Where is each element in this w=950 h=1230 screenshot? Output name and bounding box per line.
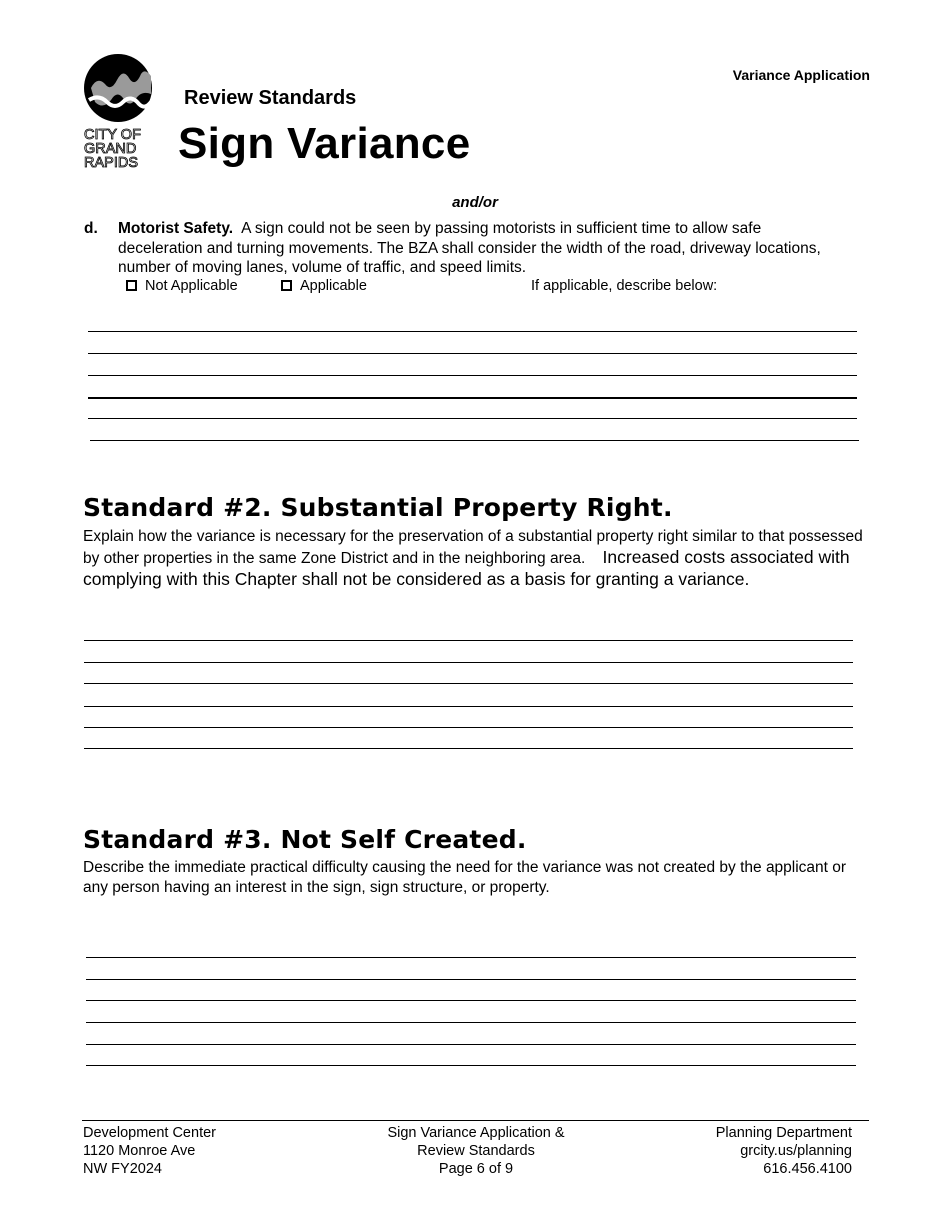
not-applicable-option[interactable] — [126, 278, 281, 294]
option-label: Not Applicable — [145, 278, 238, 294]
standard-2-title: Standard #2. Substantial Property Right. — [83, 493, 673, 522]
standard-3-description: Describe the immediate practical difficulty causing the need for the variance was not created by the applicant or any person having an interest in the sign, sign structure, or property. — [83, 859, 847, 896]
applicable-option[interactable] — [281, 278, 531, 294]
standard-3-title: Standard #3. Not Self Created. — [83, 825, 527, 854]
answer-line[interactable] — [84, 748, 853, 749]
logo-text-line-2: GRAND — [84, 141, 137, 157]
answer-line[interactable] — [84, 640, 853, 641]
option-label: Applicable — [300, 278, 367, 294]
footer-left-line: Development Center — [83, 1125, 216, 1141]
answer-line[interactable] — [88, 331, 857, 332]
footer-center-line: Sign Variance Application & — [387, 1125, 565, 1141]
answer-line[interactable] — [86, 957, 856, 958]
item-text: A sign could not be seen by passing motorists in sufficient time to allow safe deceleration and turning movements. The BZA shall consider the width of the road, driveway locations, number of moving lanes, volume of traffic, and speed limits. — [118, 220, 821, 276]
answer-line[interactable] — [88, 397, 857, 399]
describe-prompt: If applicable, describe below: — [531, 278, 718, 294]
footer-right-link[interactable]: grcity.us/planning — [740, 1143, 852, 1159]
answer-line[interactable] — [84, 706, 853, 707]
item-letter: d. — [84, 220, 98, 237]
footer-left-line: NW FY2024 — [83, 1161, 162, 1177]
page-subtitle: Review Standards — [184, 87, 357, 109]
footer-center-line: Review Standards — [417, 1143, 535, 1159]
footer-divider — [82, 1120, 869, 1121]
standard-2-desc-part2: Increased costs associated with complying with this Chapter shall not be considered as a basis for granting a variance. — [83, 547, 850, 589]
answer-line[interactable] — [86, 1000, 856, 1001]
answer-line[interactable] — [84, 727, 853, 728]
checkbox-icon[interactable] — [281, 280, 292, 291]
page-title: Sign Variance — [178, 119, 471, 168]
answer-line[interactable] — [88, 418, 857, 419]
logo-text-line-1: CITY OF — [84, 127, 141, 143]
answer-line[interactable] — [88, 375, 857, 376]
checkbox-icon[interactable] — [126, 280, 137, 291]
footer-right-phone: 616.456.4100 — [763, 1161, 852, 1177]
answer-line[interactable] — [86, 1022, 856, 1023]
footer-right-line: Planning Department — [715, 1125, 852, 1141]
footer-center — [340, 1124, 612, 1178]
answer-line[interactable] — [84, 683, 853, 684]
and-or-connector: and/or — [452, 194, 498, 211]
item-d-motorist-safety — [84, 219, 844, 278]
answer-line[interactable] — [90, 440, 859, 441]
logo-text-line-3: RAPIDS — [84, 155, 138, 170]
footer-right — [716, 1124, 852, 1178]
footer-left-line: 1120 Monroe Ave — [83, 1143, 196, 1159]
page-number: Page 6 of 9 — [438, 1161, 514, 1177]
answer-line[interactable] — [88, 353, 857, 354]
standard-2-desc-part1: Explain how the variance is necessary for the preservation of a substantial property right similar to that possessed by other properties in the same Zone District and in the neighboring area. — [83, 528, 863, 567]
city-logo — [83, 54, 155, 170]
answer-line[interactable] — [86, 1065, 856, 1066]
document-type-label: Variance Application — [732, 67, 870, 83]
answer-line[interactable] — [86, 979, 856, 980]
standard-2-description — [83, 527, 863, 591]
answer-line[interactable] — [84, 662, 853, 663]
applicability-options — [126, 278, 717, 294]
footer-left — [83, 1124, 216, 1178]
answer-line[interactable] — [86, 1044, 856, 1045]
item-heading: Motorist Safety. — [118, 220, 234, 237]
